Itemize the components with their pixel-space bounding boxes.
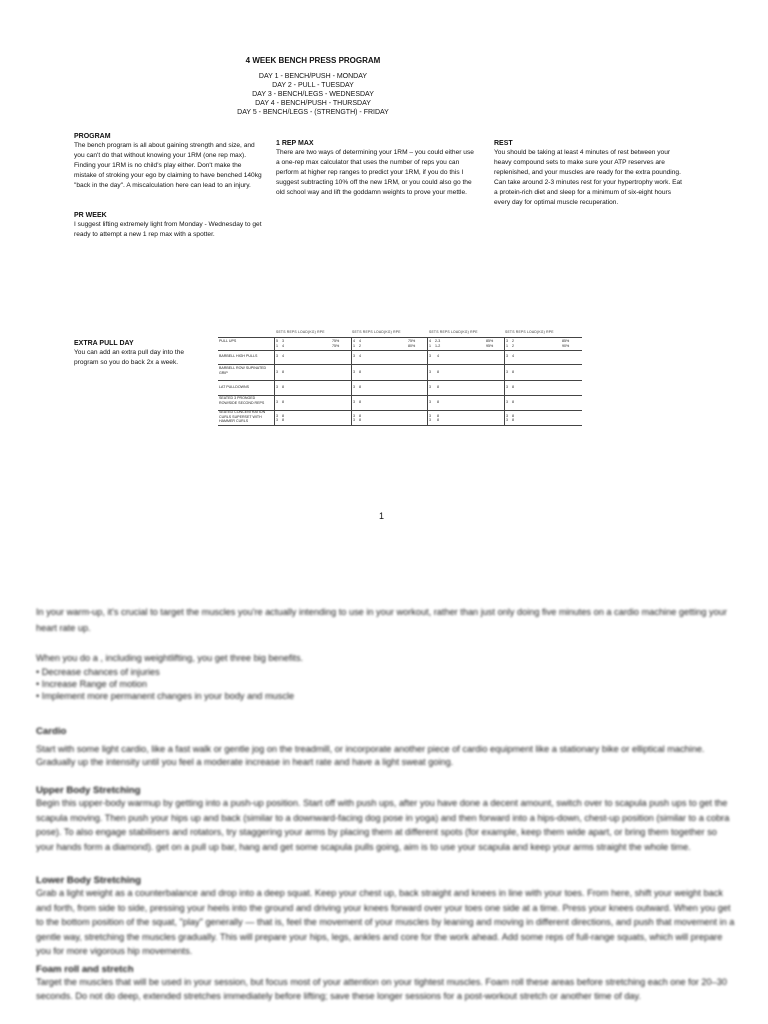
reps-cell: 4 [437, 354, 439, 358]
sets-cell: 1 [353, 344, 355, 348]
sets-cell: 3 [353, 418, 355, 422]
reps-cell: 2 [359, 344, 361, 348]
rpe-cell: 75% [332, 339, 340, 343]
sets-cell: 3 [429, 385, 431, 389]
reps-cell: 8 [282, 414, 284, 418]
week-column-header: SETS REPS LOAD(KG) RPE [276, 330, 325, 334]
intro-paragraph: In your warm-up, it's crucial to target the muscles you're actually intending to use in your workout, rather than just only doing five minutes on a cardio machine getting your heart rate up. [36, 607, 727, 633]
cardio-heading: Cardio [36, 726, 67, 737]
cardio-paragraph: Start with some light cardio, like a fast walk or gentle jog on the treadmill, or incorporate another piece of cardio equipment like a stationary bike or elliptical machine. Gradually up the intensity until you feel a moderate increase in heart rate and have a light sweat going. [36, 744, 705, 767]
foam-roll-heading: Foam roll and stretch [36, 964, 134, 975]
reps-cell: 4 [282, 354, 284, 358]
sets-cell: 3 [353, 414, 355, 418]
sets-cell: 1 [506, 344, 508, 348]
rpe-cell: 85% [486, 339, 494, 343]
sets-cell: 3 [429, 354, 431, 358]
table-row [218, 410, 582, 426]
rpe-cell: 75% [408, 339, 416, 343]
sets-cell: 3 [353, 385, 355, 389]
sets-cell: 3 [276, 400, 278, 404]
sets-cell: 3 [276, 354, 278, 358]
reps-cell: 4 [359, 339, 361, 343]
reps-cell: 3 [282, 339, 284, 343]
section-text: You can add an extra pull day into the program so you do back 2x a week. [74, 349, 185, 366]
week-column-header: SETS REPS LOAD(KG) RPE [505, 330, 554, 334]
rpe-cell: 75% [332, 344, 340, 348]
sets-cell: 3 [276, 414, 278, 418]
exercise-name: PULL UPS [219, 339, 237, 343]
benefits-block [36, 650, 736, 702]
lower-body-heading: Lower Body Stretching [36, 875, 142, 886]
day-schedule [0, 72, 626, 117]
exercise-name: BARBELL HIGH PULLS [219, 354, 258, 358]
section-heading: EXTRA PULL DAY [74, 340, 134, 347]
extra-pull-day-section [74, 339, 204, 368]
foam-roll-paragraph: Target the muscles that will be used in your session, but focus most of your attention on your tightest muscles. Foam roll these areas before stretching each one for 20–30 seconds. Do not do deep, extended stretches immediately before lifting; save these longer sessions for a post-workout stretch or another time of day. [36, 977, 727, 1001]
table-row [218, 364, 582, 381]
reps-cell: 8 [282, 400, 284, 404]
sets-cell: 3 [506, 418, 508, 422]
sets-cell: 4 [353, 339, 355, 343]
sets-cell: 3 [429, 414, 431, 418]
reps-cell: 8 [437, 414, 439, 418]
exercise-name: SEATED 3 PRONGED ROW/SIDE SECOND REPS [219, 396, 265, 405]
reps-cell: 4 [359, 354, 361, 358]
section-text: There are two ways of determining your 1RM – you could either use a one-rep max calculator that uses the number of reps you can perform at higher rep ranges to predict your 1RM, if you do this I suggest subtracting 10% off the new 1RM, or you could also go the old school way and lift the goddamn weights to prove your mettle. [276, 149, 474, 196]
sets-cell: 4 [429, 339, 431, 343]
reps-cell: 8 [359, 418, 361, 422]
rpe-cell: 95% [486, 344, 494, 348]
table-row [218, 350, 582, 365]
program-title: 4 WEEK BENCH PRESS PROGRAM [245, 56, 381, 65]
program-section [74, 132, 264, 191]
week-column-header: SETS REPS LOAD(KG) RPE [429, 330, 478, 334]
table-row [218, 395, 582, 411]
day-line: DAY 4 - BENCH/PUSH - THURSDAY [255, 100, 371, 107]
day-line: DAY 5 - BENCH/LEGS - (STRENGTH) - FRIDAY [237, 109, 389, 116]
sets-cell: 3 [506, 354, 508, 358]
reps-cell: 8 [512, 400, 514, 404]
reps-cell: 8 [512, 414, 514, 418]
upper-body-heading: Upper Body Stretching [36, 785, 141, 796]
section-heading: PR WEEK [74, 212, 107, 219]
rpe-cell: 80% [408, 344, 416, 348]
reps-cell: 8 [512, 418, 514, 422]
exercise-name: SEATED CONCENTRATION CURLS SUPERSET WITH HAMMER CURLS [219, 410, 266, 424]
reps-cell: 1-2 [435, 344, 441, 348]
page-number: 1 [379, 511, 385, 521]
reps-cell: 8 [437, 370, 439, 374]
reps-cell: 8 [512, 385, 514, 389]
lower-body-paragraph: Grab a light weight as a counterbalance and drop into a deep squat. Keep your chest up, back straight and knees in line with your toes. From here, shift your weight back and forth, from side to side, pressing your heels into the ground and driving your knees forward over your toes one side at a time. Press your knees outward. When you get to the bottom position of the squat, "play" generally — that is, feel the movement of your muscles by leaning and moving in different directions, and push that movement in a gentle way, stretching the muscles gradually. This will prepare your hips, legs, ankles and core for the work ahead. Add some reps of full-range squats, which will prepare you for more vigorous hip movements. [36, 888, 735, 956]
pull-day-table [218, 337, 582, 425]
sets-cell: 3 [276, 370, 278, 374]
section-heading: PROGRAM [74, 133, 111, 140]
rpe-cell: 90% [562, 344, 570, 348]
reps-cell: 2 [512, 339, 514, 343]
benefits-list [36, 666, 736, 702]
reps-cell: 8 [359, 414, 361, 418]
list-item: • Implement more permanent changes in your body and muscle [36, 690, 736, 702]
exercise-name: BARBELL ROW SUPINATED GRIP [219, 366, 267, 375]
sets-cell: 3 [429, 418, 431, 422]
reps-cell: 8 [437, 385, 439, 389]
list-item: • Increase Range of motion [36, 678, 736, 690]
exercise-name: LAT PULLDOWNS [219, 385, 250, 389]
sets-cell: 3 [276, 385, 278, 389]
sets-cell: 1 [429, 344, 431, 348]
reps-cell: 8 [359, 370, 361, 374]
benefits-intro: When you do a , including weightlifting, you get three big benefits. [36, 653, 304, 663]
pr-week-section [74, 211, 264, 240]
reps-cell: 4 [512, 354, 514, 358]
reps-cell: 4 [282, 344, 284, 348]
section-text: You should be taking at least 4 minutes of rest between your heavy compound sets to make sure your ATP reserves are replenished, and your muscles are ready for the extra pounding. Can take around 2-3 minutes rest for your hypertrophy work. Eat a protein-rich diet and sleep for a minimum of six-eight hours every day for optimal muscle recuperation. [494, 149, 683, 206]
sets-cell: 1 [276, 344, 278, 348]
reps-cell: 8 [359, 385, 361, 389]
table-row [218, 380, 582, 396]
sets-cell: 3 [506, 414, 508, 418]
sets-cell: 3 [276, 418, 278, 422]
list-item: • Decrease chances of injuries [36, 666, 736, 678]
sets-cell: 3 [506, 385, 508, 389]
section-text: The bench program is all about gaining strength and size, and you can't do that without knowing your 1RM (one rep max). Finding your 1RM is no child's play either. Don't make the mistake of stroking your ego by claiming to have benched 140kg "back in the day". A miscalculation here can lead to an injury. [74, 142, 262, 189]
reps-cell: 8 [282, 385, 284, 389]
reps-cell: 8 [282, 370, 284, 374]
sets-cell: 3 [429, 400, 431, 404]
upper-body-paragraph: Begin this upper-body warmup by getting into a push-up position. Start off with push ups, after you have done a decent amount, switch over to scapula push ups to get the scapula moving. Then push your hips up and back (similar to a downward-facing dog pose in yoga) and then forward into a hips-down, chest-up position (similar to a cobra pose). To also engage stabilisers and rotators, try staggering your arms by placing them at different spots (for example, keep them wide apart, or bring them together so your hands form a diamond). get on a pull up bar, hang and get some scapula pulls going, aim is to use your scapula and keep your arms straight the whole time. [36, 798, 730, 852]
section-text: I suggest lifting extremely light from Monday - Wednesday to get ready to attempt a new 1 rep max with a spotter. [74, 221, 262, 238]
sets-cell: 3 [353, 370, 355, 374]
reps-cell: 8 [359, 400, 361, 404]
sets-cell: 5 [276, 339, 278, 343]
reps-cell: 2-3 [435, 339, 441, 343]
sets-cell: 3 [353, 400, 355, 404]
sets-cell: 3 [506, 370, 508, 374]
day-line: DAY 1 - BENCH/PUSH - MONDAY [258, 73, 368, 80]
week-column-header: SETS REPS LOAD(KG) RPE [352, 330, 401, 334]
day-line: DAY 3 - BENCH/LEGS - WEDNESDAY [252, 91, 374, 98]
day-line: DAY 2 - PULL - TUESDAY [272, 82, 354, 89]
reps-cell: 2 [512, 344, 514, 348]
sets-cell: 3 [429, 370, 431, 374]
reps-cell: 8 [282, 418, 284, 422]
rest-section [494, 139, 684, 208]
reps-cell: 8 [437, 418, 439, 422]
one-rep-max-section [276, 139, 476, 198]
sets-cell: 3 [506, 400, 508, 404]
sets-cell: 3 [506, 339, 508, 343]
sets-cell: 3 [353, 354, 355, 358]
reps-cell: 8 [512, 370, 514, 374]
reps-cell: 8 [437, 400, 439, 404]
section-heading: REST [494, 140, 513, 147]
section-heading: 1 REP MAX [276, 140, 314, 147]
rpe-cell: 85% [562, 339, 570, 343]
